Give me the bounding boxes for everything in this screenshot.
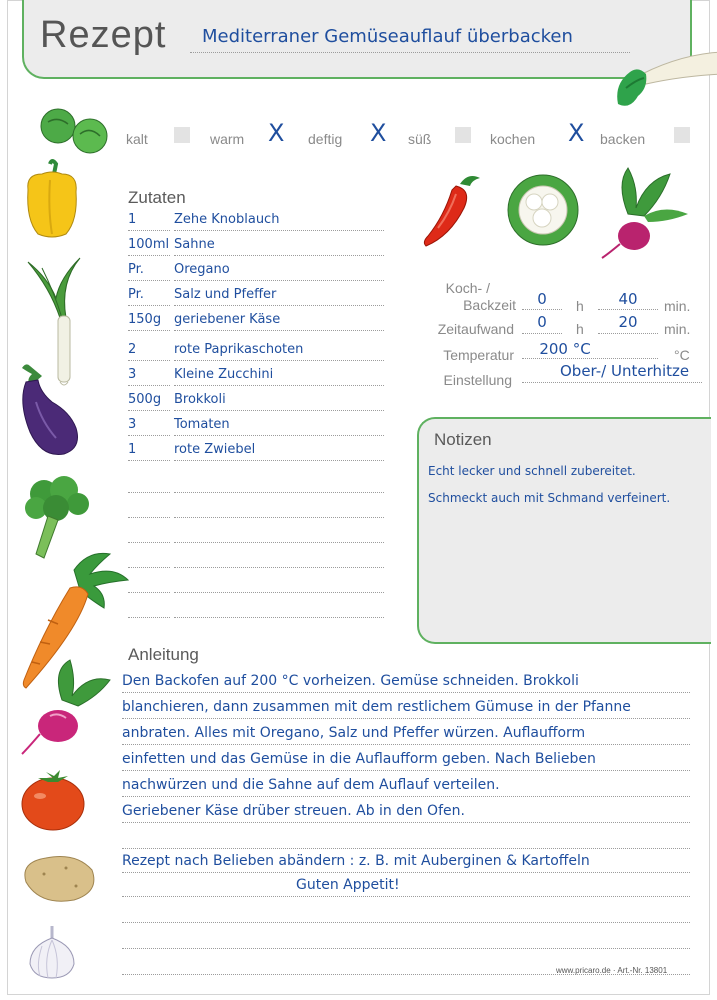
checkmark-kochen[interactable]: X [568,119,585,147]
ingredient-amount-line [128,435,170,436]
ingredient-row [128,599,383,624]
category-label-suess: süß [408,131,432,147]
page-title: Rezept [40,14,167,56]
ingredient-name-line [174,435,384,436]
instruction-line: nachwürzen und die Sahne auf dem Auflauf verteilen. [122,777,500,793]
ingredient-name[interactable]: Brokkoli [174,392,226,407]
ingredient-name[interactable]: Salz und Pfeffer [174,287,277,302]
ingredient-row [128,574,383,599]
instruction-line: blanchieren, dann zusammen mit dem restlichem Gümuse in der Pfanne [122,699,631,715]
ingredient-row [128,237,383,262]
ingredient-name[interactable]: rote Paprikaschoten [174,342,304,357]
ingredient-row [128,287,383,312]
ingredient-amount-line [128,460,170,461]
category-label-deftig: deftig [308,131,343,147]
note-line: Schmeckt auch mit Schmand verfeinert. [428,491,671,505]
potato-icon [20,852,98,904]
ingredient-name-line [174,617,384,618]
ingredient-name-line [174,492,384,493]
cook-time-label-line2: Backzeit [463,297,516,313]
notes-title: Notizen [434,430,492,449]
ingredient-amount[interactable]: 100ml [128,237,170,252]
effort-hours-line [522,333,562,334]
ingredients-title: Zutaten [128,188,186,207]
radish-icon [22,660,114,756]
cook-time-minutes-unit: min. [664,298,691,314]
ingredient-name-line [174,542,384,543]
recipe-name-line [190,52,630,53]
eggplant-icon [16,362,82,458]
ingredient-amount-line [128,330,170,331]
ingredient-row [128,212,383,237]
ingredient-name-line [174,280,384,281]
footer-credit: www.pricaro.de · Art.-Nr. 13801 [556,966,668,975]
ingredient-amount[interactable]: 3 [128,417,137,432]
instruction-line-rule [122,948,690,949]
checkbox-kalt[interactable] [174,127,190,143]
ingredient-name-line [174,592,384,593]
instruction-line-rule [122,796,690,797]
cook-time-hours-line [522,309,562,310]
instruction-line: anbraten. Alles mit Oregano, Salz und Pfeffer würzen. Auflaufform [122,725,586,741]
ingredient-row [128,342,383,367]
ingredient-name-line [174,567,384,568]
instruction-line: einfetten und das Gemüse in die Auflaufform geben. Nach Belieben [122,751,596,767]
ingredient-amount[interactable]: 2 [128,342,137,357]
temperature-line [522,358,658,359]
ingredient-name-line [174,360,384,361]
ingredient-amount-line [128,567,170,568]
ingredient-name[interactable]: Zehe Knoblauch [174,212,280,227]
cook-time-minutes-line [598,309,658,310]
ingredient-amount-line [128,410,170,411]
cook-time-hours[interactable]: 0 [537,290,547,308]
effort-minutes[interactable]: 20 [618,313,638,331]
ingredient-amount[interactable]: 500g [128,392,162,407]
ingredient-name-line [174,255,384,256]
instruction-line: Den Backofen auf 200 °C vorheizen. Gemüse schneiden. Brokkoli [122,673,579,689]
ingredient-name-line [174,330,384,331]
ingredient-name-line [174,410,384,411]
ingredient-amount-line [128,255,170,256]
cook-time-minutes[interactable]: 40 [618,290,638,308]
ingredient-row [128,499,383,524]
instruction-line-rule [122,692,690,693]
temperature-unit: °C [674,347,690,363]
ingredient-row [128,442,383,467]
instruction-line: Rezept nach Belieben abändern : z. B. mit Auberginen & Kartoffeln [122,853,590,869]
ingredient-row [128,474,383,499]
effort-minutes-line [598,333,658,334]
ingredient-row [128,549,383,574]
ingredient-amount-line [128,542,170,543]
instruction-line: Geriebener Käse drüber streuen. Ab in den Ofen. [122,803,465,819]
notes-panel [417,417,711,644]
ingredient-amount-line [128,617,170,618]
ingredient-amount-line [128,280,170,281]
garlic-icon [24,924,80,980]
category-label-backen: backen [600,131,646,147]
instruction-line-rule [122,922,690,923]
category-label-kochen: kochen [490,131,536,147]
ingredient-amount[interactable]: Pr. [128,262,144,277]
instructions-title: Anleitung [128,645,199,664]
ingredient-amount-line [128,492,170,493]
ingredient-amount[interactable]: 1 [128,442,137,457]
ingredient-name-line [174,305,384,306]
ingredient-amount-line [128,592,170,593]
instruction-line-rule [122,872,690,873]
ingredient-name[interactable]: geriebener Käse [174,312,281,327]
setting-label: Einstellung [443,372,512,388]
tomato-icon [20,768,86,832]
instruction-line-rule [122,896,690,897]
instruction-line-rule [122,770,690,771]
radish-icon [598,164,690,258]
instruction-line-rule [122,822,690,823]
cook-time-hours-unit: h [576,298,584,314]
ingredient-name-line [174,230,384,231]
setting-line [522,382,702,383]
ingredient-row [128,312,383,337]
cauliflower-icon [506,172,580,248]
effort-label: Zeitaufwand [437,321,514,337]
checkbox-suess[interactable] [455,127,471,143]
ingredient-name[interactable]: Kleine Zucchini [174,367,274,382]
ingredient-amount[interactable]: 1 [128,212,137,227]
ingredient-row [128,367,383,392]
chili-icon [420,172,484,248]
checkmark-deftig[interactable]: X [370,119,387,147]
ingredient-name[interactable]: rote Zwiebel [174,442,256,457]
ingredient-name[interactable]: Oregano [174,262,230,277]
category-label-kalt: kalt [126,131,148,147]
ingredient-amount[interactable]: 150g [128,312,162,327]
brussels-sprouts-icon [38,106,112,158]
cook-time-label-line1: Koch- / [445,280,490,296]
ingredient-name[interactable]: Tomaten [174,417,230,432]
ingredient-amount[interactable]: Pr. [128,287,144,302]
ingredient-amount-line [128,230,170,231]
temperature-value[interactable]: 200 °C [539,340,591,358]
broccoli-icon [24,476,90,560]
effort-minutes-unit: min. [664,321,691,337]
recipe-name: Mediterraner Gemüseauflauf überbacken [202,26,573,47]
effort-hours-unit: h [576,321,584,337]
ingredient-name[interactable]: Sahne [174,237,215,252]
checkbox-backen[interactable] [674,127,690,143]
checkmark-warm[interactable]: X [268,119,285,147]
ingredient-row [128,262,383,287]
parsnip-icon [612,44,717,114]
instruction-line-rule [122,848,690,849]
ingredient-name-line [174,460,384,461]
ingredient-row [128,392,383,417]
effort-hours[interactable]: 0 [537,313,547,331]
instruction-line-rule [122,718,690,719]
ingredient-amount-line [128,517,170,518]
yellow-pepper-icon [22,160,82,240]
ingredient-amount[interactable]: 3 [128,367,137,382]
ingredient-row [128,524,383,549]
instruction-line: Guten Appetit! [296,877,400,893]
ingredient-amount-line [128,385,170,386]
ingredient-row [128,417,383,442]
ingredient-name-line [174,517,384,518]
ingredient-amount-line [128,360,170,361]
temperature-label: Temperatur [443,347,514,363]
note-line: Echt lecker und schnell zubereitet. [428,464,636,478]
category-label-warm: warm [210,131,245,147]
instruction-line-rule [122,744,690,745]
setting-value[interactable]: Ober-/ Unterhitze [560,362,690,380]
ingredient-name-line [174,385,384,386]
ingredient-amount-line [128,305,170,306]
